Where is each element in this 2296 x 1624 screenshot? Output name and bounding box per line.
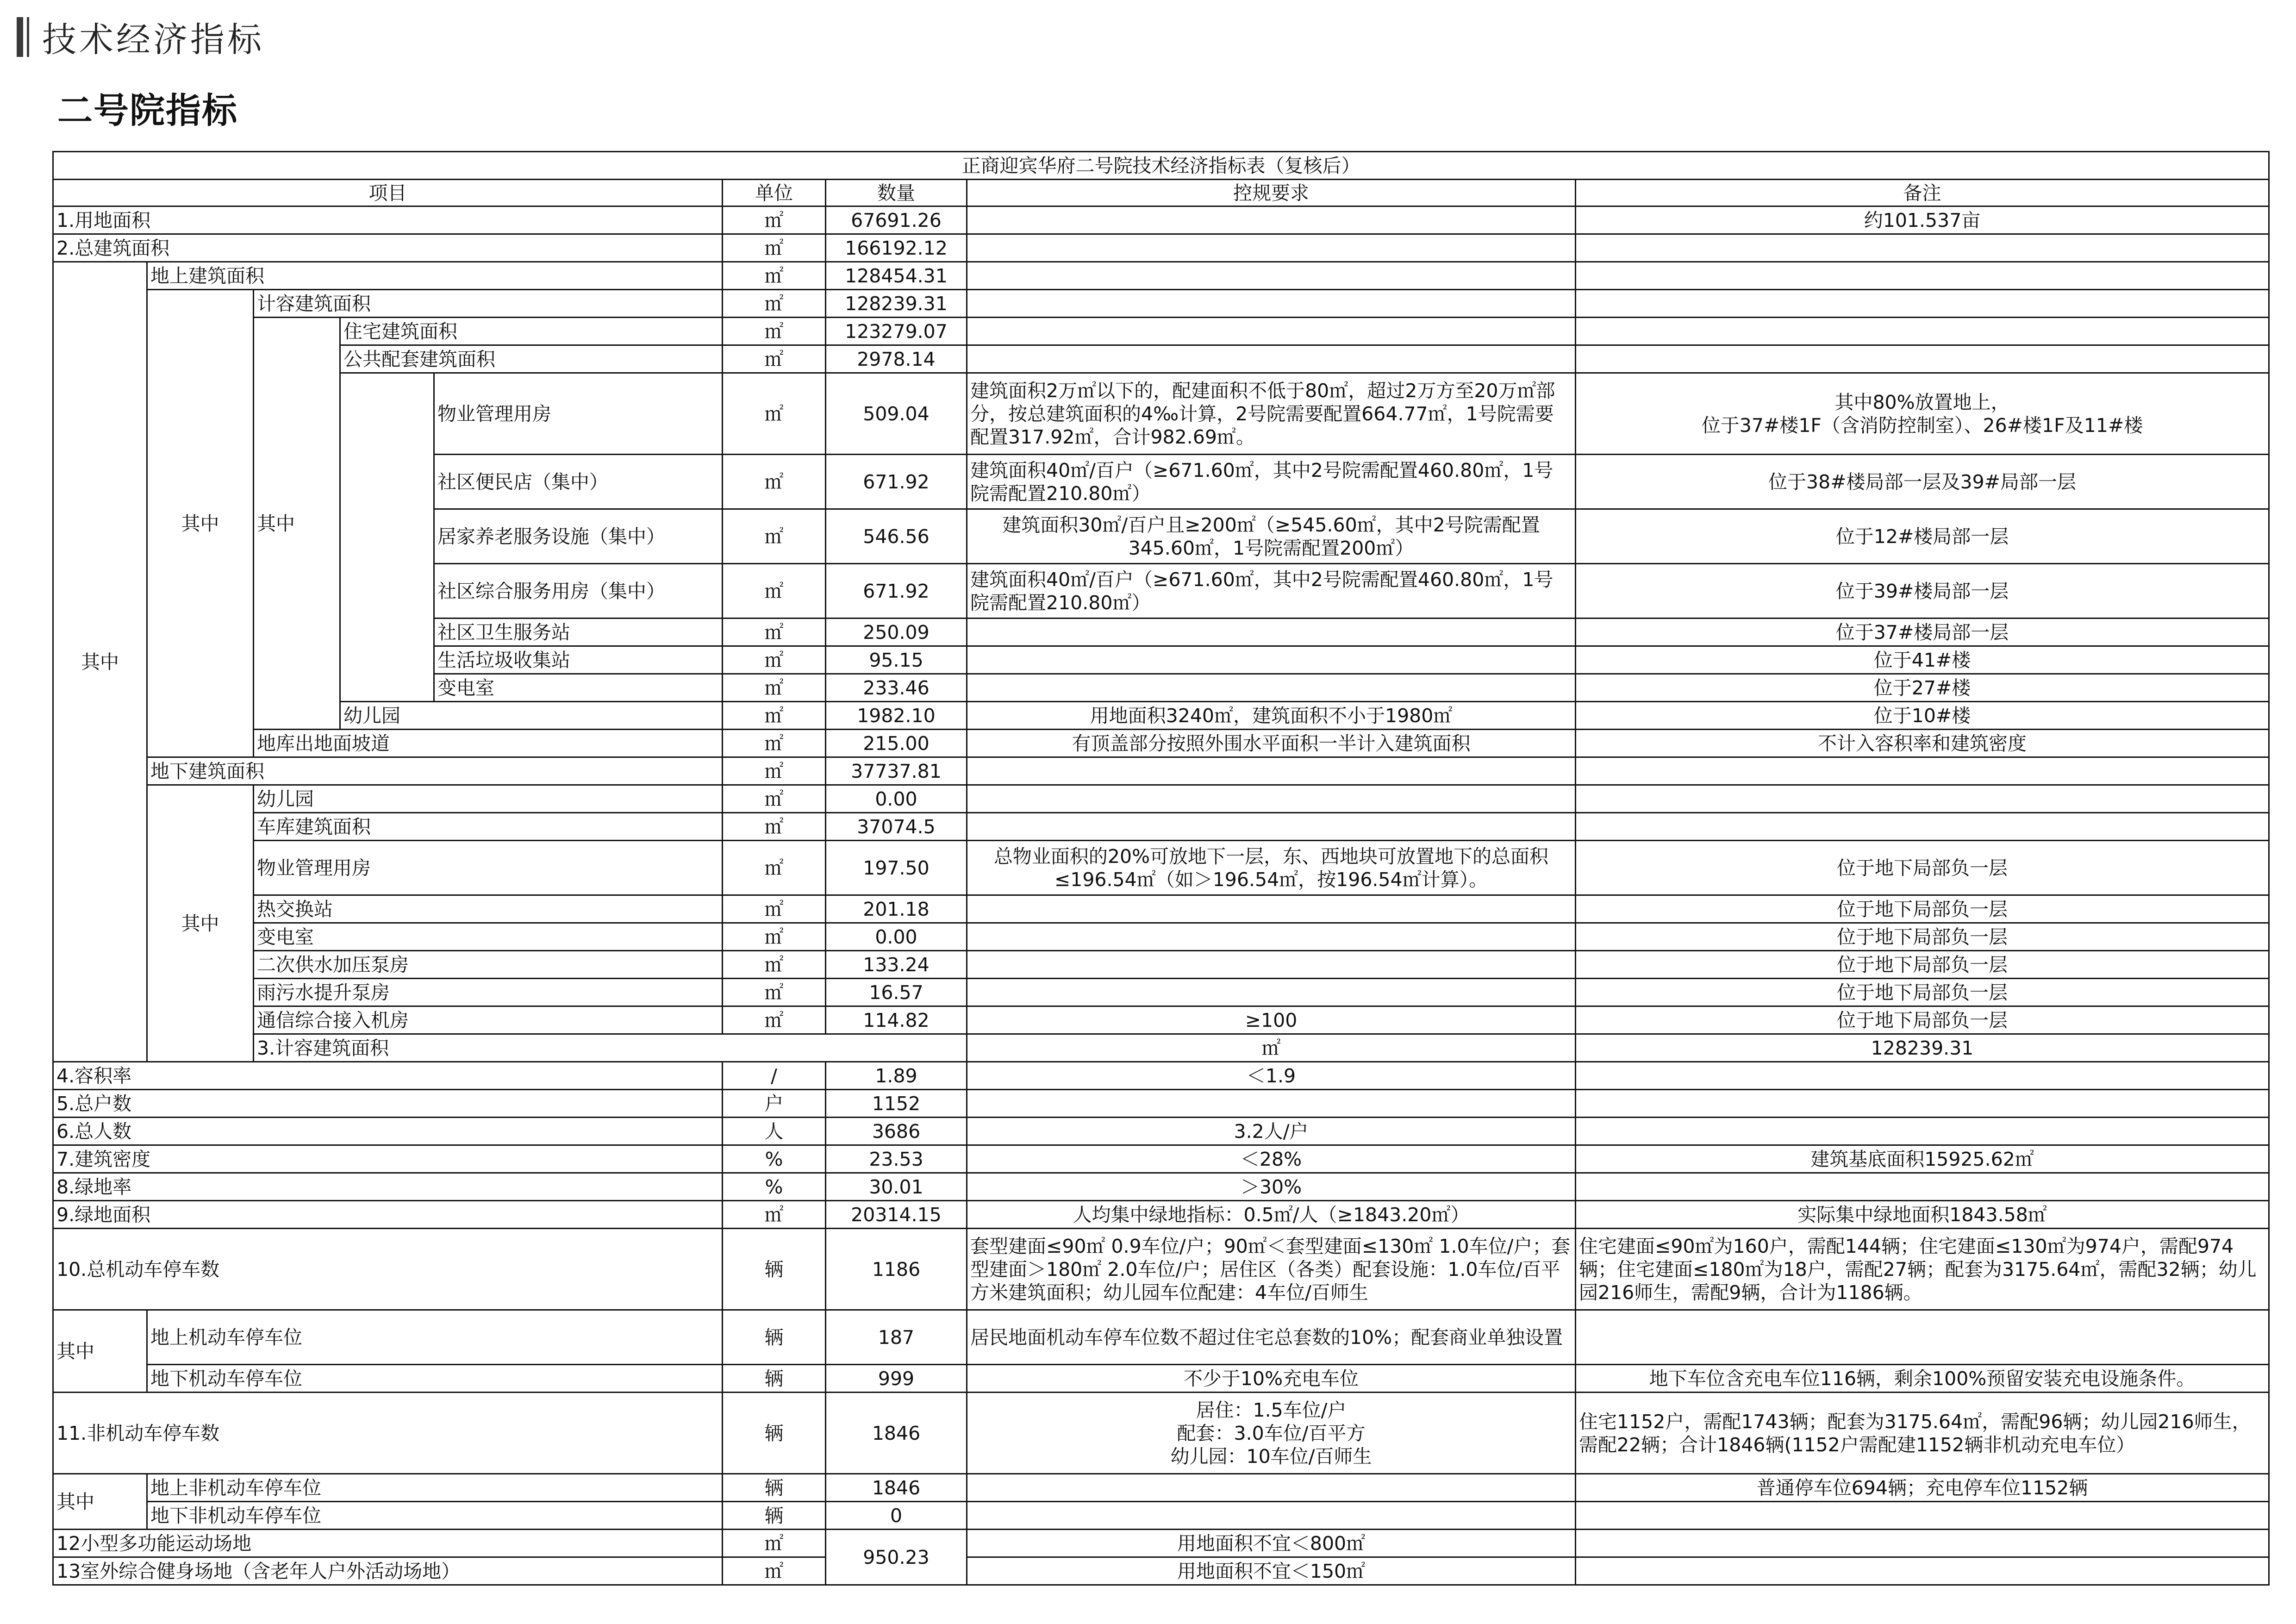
unit-cell: ㎡ [723, 262, 826, 290]
req-cell [967, 206, 1576, 234]
note-cell [1576, 234, 2269, 262]
item-cell: 3.计容建筑面积 [254, 1034, 967, 1062]
note-line: 位于37#楼1F（含消防控制室）、26#楼1F及11#楼 [1701, 414, 2143, 437]
req-cell [967, 785, 1576, 813]
unit-cell: % [723, 1145, 826, 1173]
req-cell [967, 290, 1576, 318]
col-header-note: 备注 [1576, 180, 2269, 206]
qty-cell: 95.15 [826, 646, 967, 674]
unit-cell: 户 [723, 1090, 826, 1118]
qty-cell: 128239.31 [1576, 1034, 2269, 1062]
section-title: 技术经济指标 [42, 20, 264, 60]
note-cell: 住宅1152户，需配1743辆；配套为3175.64㎡，需配96辆；幼儿园216师生，需配22辆；合计1846辆(1152户需配建1152辆非机动充电车位） [1576, 1393, 2269, 1474]
table-row [53, 1393, 2269, 1474]
note-cell [1576, 1502, 2269, 1530]
req-cell: 建筑面积30㎡/百户且≥200㎡（≥545.60㎡，其中2号院需配置345.60㎡，1号院需配置200㎡） [967, 509, 1576, 564]
note-cell: 位于地下局部负一层 [1576, 895, 2269, 923]
req-cell: 建筑面积40㎡/百户（≥671.60㎡，其中2号院需配置460.80㎡，1号院需配置210.80㎡） [967, 564, 1576, 618]
item-cell: 2.总建筑面积 [53, 234, 723, 262]
table-row [53, 785, 2269, 813]
table-row [53, 262, 2269, 290]
note-cell: 位于27#楼 [1576, 674, 2269, 702]
item-cell: 变电室 [434, 674, 723, 702]
qty-cell: 37737.81 [826, 757, 967, 785]
qty-cell: 20314.15 [826, 1201, 967, 1229]
table-row [53, 757, 2269, 785]
table-row [53, 979, 2269, 1006]
col-header-item: 项目 [53, 180, 723, 206]
note-cell: 普通停车位694辆；充电停车位1152辆 [1576, 1474, 2269, 1502]
note-cell: 位于地下局部负一层 [1576, 979, 2269, 1006]
table-row [53, 1006, 2269, 1034]
req-line: 配套：3.0车位/百平方 [1177, 1422, 1366, 1444]
unit-cell: / [723, 1062, 826, 1090]
note-cell: 约101.537亩 [1576, 206, 2269, 234]
item-cell: 生活垃圾收集站 [434, 646, 723, 674]
req-cell [967, 813, 1576, 841]
note-cell: 位于37#楼局部一层 [1576, 618, 2269, 646]
req-cell: ＞30% [967, 1173, 1576, 1201]
table-caption-row [53, 152, 2269, 180]
note-cell [1576, 1310, 2269, 1365]
note-cell [1576, 1090, 2269, 1118]
table-row [53, 1530, 2269, 1557]
qty-cell: 123279.07 [826, 318, 967, 345]
req-cell [967, 895, 1576, 923]
table-row [53, 1365, 2269, 1393]
qty-cell: 16.57 [826, 979, 967, 1006]
indent-cell [340, 373, 434, 702]
req-cell: ＜28% [967, 1145, 1576, 1173]
unit-cell: ㎡ [723, 290, 826, 318]
item-cell: 幼儿园 [340, 702, 723, 730]
item-cell: 4.容积率 [53, 1062, 723, 1090]
item-cell: 12小型多功能运动场地 [53, 1530, 723, 1557]
qty-cell: 233.46 [826, 674, 967, 702]
table-row [53, 318, 2269, 345]
unit-cell: 辆 [723, 1502, 826, 1530]
unit-cell: % [723, 1173, 826, 1201]
item-cell: 雨污水提升泵房 [254, 979, 723, 1006]
table-row [53, 1034, 2269, 1062]
req-cell [967, 979, 1576, 1006]
qty-cell: 187 [826, 1310, 967, 1365]
table-row [53, 373, 2269, 455]
unit-cell: ㎡ [723, 895, 826, 923]
item-cell: 物业管理用房 [254, 841, 723, 895]
req-cell: 居民地面机动车停车位数不超过住宅总套数的10%；配套商业单独设置 [967, 1310, 1576, 1365]
unit-cell: 辆 [723, 1474, 826, 1502]
req-cell: 3.2人/户 [967, 1118, 1576, 1145]
table-row [53, 813, 2269, 841]
unit-cell: ㎡ [723, 757, 826, 785]
indicator-table [52, 151, 2270, 1586]
req-cell: 建筑面积40㎡/百户（≥671.60㎡，其中2号院需配置460.80㎡，1号院需配置210.80㎡） [967, 455, 1576, 509]
qty-cell: 30.01 [826, 1173, 967, 1201]
group-label-underground: 其中 [147, 785, 254, 1062]
qty-cell: 1.89 [826, 1062, 967, 1090]
req-cell: 用地面积不宜＜150㎡ [967, 1557, 1576, 1585]
table-caption: 正商迎宾华府二号院技术经济指标表（复核后） [53, 152, 2269, 180]
unit-cell: 辆 [723, 1229, 826, 1310]
qty-cell: 215.00 [826, 730, 967, 757]
qty-cell: 201.18 [826, 895, 967, 923]
req-cell [967, 234, 1576, 262]
note-cell: 不计入容积率和建筑密度 [1576, 730, 2269, 757]
item-cell: 13室外综合健身场地（含老年人户外活动场地） [53, 1557, 723, 1585]
item-cell: 地下机动车停车位 [147, 1365, 723, 1393]
unit-cell: 人 [723, 1118, 826, 1145]
item-cell: 9.绿地面积 [53, 1201, 723, 1229]
unit-cell: ㎡ [723, 345, 826, 373]
table-header-row [53, 180, 2269, 206]
col-header-unit: 单位 [723, 180, 826, 206]
unit-cell: ㎡ [723, 1530, 826, 1557]
group-label-parking: 其中 [53, 1310, 147, 1393]
note-cell [1576, 1062, 2269, 1090]
table-row [53, 923, 2269, 951]
table-row [53, 702, 2269, 730]
req-cell [967, 674, 1576, 702]
table-row [53, 1557, 2269, 1585]
item-cell: 热交换站 [254, 895, 723, 923]
note-cell [1576, 1530, 2269, 1557]
req-cell: 建筑面积2万㎡以下的，配建面积不低于80㎡，超过2万方至20万㎡部分，按总建筑面积的4‰计算，2号院需要配置664.77㎡，1号院需要配置317.92㎡，合计982.69㎡。 [967, 373, 1576, 455]
item-cell: 计容建筑面积 [254, 290, 723, 318]
item-cell: 地上建筑面积 [147, 262, 723, 290]
unit-cell: ㎡ [723, 1557, 826, 1585]
table-row [53, 1229, 2269, 1310]
qty-cell: 999 [826, 1365, 967, 1393]
unit-cell: 辆 [723, 1393, 826, 1474]
unit-cell: 辆 [723, 1365, 826, 1393]
table-row [53, 1118, 2269, 1145]
req-cell [967, 646, 1576, 674]
item-cell: 1.用地面积 [53, 206, 723, 234]
note-cell [1576, 373, 2269, 455]
note-cell [1576, 757, 2269, 785]
qty-cell: 133.24 [826, 951, 967, 979]
header-bar-icon [17, 17, 23, 57]
req-cell: 用地面积不宜＜800㎡ [967, 1530, 1576, 1557]
header-bar-thin-icon [27, 17, 29, 57]
unit-cell: ㎡ [723, 951, 826, 979]
req-cell [967, 757, 1576, 785]
req-cell [967, 951, 1576, 979]
table-row [53, 1474, 2269, 1502]
unit-cell: ㎡ [723, 455, 826, 509]
item-cell: 住宅建筑面积 [340, 318, 723, 345]
unit-cell: ㎡ [723, 702, 826, 730]
note-cell [1576, 345, 2269, 373]
item-cell: 5.总户数 [53, 1090, 723, 1118]
qty-cell: 1152 [826, 1090, 967, 1118]
req-cell: ＜1.9 [967, 1062, 1576, 1090]
note-cell: 位于38#楼局部一层及39#局部一层 [1576, 455, 2269, 509]
item-cell: 社区卫生服务站 [434, 618, 723, 646]
req-cell [967, 618, 1576, 646]
note-cell: 位于41#楼 [1576, 646, 2269, 674]
table-row [53, 1201, 2269, 1229]
note-cell: 位于地下局部负一层 [1576, 1006, 2269, 1034]
qty-cell: 1846 [826, 1474, 967, 1502]
item-cell: 地下建筑面积 [147, 757, 723, 785]
qty-cell: 546.56 [826, 509, 967, 564]
item-cell: 公共配套建筑面积 [340, 345, 723, 373]
unit-cell: ㎡ [723, 813, 826, 841]
req-line: 居住：1.5车位/户 [1196, 1399, 1347, 1421]
req-cell: 用地面积3240㎡，建筑面积不小于1980㎡ [967, 702, 1576, 730]
qty-cell: 671.92 [826, 564, 967, 618]
item-cell: 8.绿地率 [53, 1173, 723, 1201]
item-cell: 物业管理用房 [434, 373, 723, 455]
qty-cell: 23.53 [826, 1145, 967, 1173]
group-label-aboveground: 其中 [147, 290, 254, 757]
unit-cell: ㎡ [723, 674, 826, 702]
qty-cell: 1846 [826, 1393, 967, 1474]
qty-cell: 114.82 [826, 1006, 967, 1034]
req-cell: 人均集中绿地指标：0.5㎡/人（≥1843.20㎡） [967, 1201, 1576, 1229]
req-cell: ≥100 [967, 1006, 1576, 1034]
item-cell: 二次供水加压泵房 [254, 951, 723, 979]
qty-cell: 0.00 [826, 923, 967, 951]
qty-cell: 1982.10 [826, 702, 967, 730]
unit-cell: ㎡ [723, 564, 826, 618]
col-header-req: 控规要求 [967, 180, 1576, 206]
unit-cell: ㎡ [723, 1201, 826, 1229]
req-cell [967, 1090, 1576, 1118]
note-cell: 位于地下局部负一层 [1576, 951, 2269, 979]
unit-cell: ㎡ [723, 318, 826, 345]
item-cell: 地上机动车停车位 [147, 1310, 723, 1365]
req-cell: 有顶盖部分按照外围水平面积一半计入建筑面积 [967, 730, 1576, 757]
item-cell: 车库建筑面积 [254, 813, 723, 841]
qty-cell: 509.04 [826, 373, 967, 455]
item-cell: 通信综合接入机房 [254, 1006, 723, 1034]
qty-cell: 3686 [826, 1118, 967, 1145]
group-label-main: 其中 [53, 262, 147, 1062]
unit-cell: ㎡ [723, 618, 826, 646]
unit-cell: ㎡ [723, 509, 826, 564]
unit-cell: ㎡ [723, 1006, 826, 1034]
qty-cell: 128454.31 [826, 262, 967, 290]
table-row [53, 951, 2269, 979]
qty-cell: 0.00 [826, 785, 967, 813]
table-row [53, 206, 2269, 234]
unit-cell: ㎡ [723, 730, 826, 757]
item-cell: 6.总人数 [53, 1118, 723, 1145]
note-cell [1576, 1557, 2269, 1585]
note-cell: 实际集中绿地面积1843.58㎡ [1576, 1201, 2269, 1229]
table-row [53, 290, 2269, 318]
note-cell [1576, 813, 2269, 841]
table-row [53, 1062, 2269, 1090]
table-row [53, 730, 2269, 757]
note-cell [1576, 1173, 2269, 1201]
item-cell: 社区综合服务用房（集中） [434, 564, 723, 618]
req-cell [967, 1393, 1576, 1474]
qty-cell: 250.09 [826, 618, 967, 646]
table-row [53, 345, 2269, 373]
qty-cell: 128239.31 [826, 290, 967, 318]
req-cell [967, 923, 1576, 951]
unit-cell: ㎡ [723, 841, 826, 895]
note-cell: 位于12#楼局部一层 [1576, 509, 2269, 564]
qty-cell: 166192.12 [826, 234, 967, 262]
table-row [53, 1310, 2269, 1365]
note-cell: 位于39#楼局部一层 [1576, 564, 2269, 618]
item-cell: 幼儿园 [254, 785, 723, 813]
req-cell: 总物业面积的20%可放地下一层，东、西地块可放置地下的总面积≤196.54㎡（如＞196.54㎡，按196.54㎡计算）。 [967, 841, 1576, 895]
note-cell [1576, 785, 2269, 813]
table-row [53, 1502, 2269, 1530]
note-cell: 位于地下局部负一层 [1576, 841, 2269, 895]
req-line: 幼儿园：10车位/百师生 [1170, 1445, 1372, 1468]
table-row [53, 1090, 2269, 1118]
page-subtitle: 二号院指标 [57, 90, 238, 131]
note-cell [1576, 290, 2269, 318]
req-cell: 不少于10%充电车位 [967, 1365, 1576, 1393]
unit-cell: ㎡ [723, 234, 826, 262]
qty-cell: 197.50 [826, 841, 967, 895]
unit-cell: ㎡ [723, 646, 826, 674]
item-cell: 地上非机动车停车位 [147, 1474, 723, 1502]
note-cell: 地下车位含充电车位116辆，剩余100%预留安装充电设施条件。 [1576, 1365, 2269, 1393]
note-cell [1576, 318, 2269, 345]
item-cell: 地下非机动车停车位 [147, 1502, 723, 1530]
note-cell: 住宅建面≤90㎡为160户，需配144辆；住宅建面≤130㎡为974户，需配974辆；住宅建面≤180㎡为18户，需配27辆；配套为3175.64㎡，需配32辆；幼儿园216师生，需配9辆，合计为1186辆。 [1576, 1229, 2269, 1310]
item-cell: 变电室 [254, 923, 723, 951]
table-row [53, 234, 2269, 262]
item-cell: 10.总机动车停车数 [53, 1229, 723, 1310]
unit-cell: ㎡ [723, 373, 826, 455]
note-cell: 位于10#楼 [1576, 702, 2269, 730]
item-cell: 7.建筑密度 [53, 1145, 723, 1173]
item-cell: 地库出地面坡道 [254, 730, 723, 757]
section-header [17, 14, 264, 60]
req-cell [967, 1502, 1576, 1530]
qty-cell: 950.23 [826, 1530, 967, 1585]
qty-cell: 37074.5 [826, 813, 967, 841]
table-row [53, 895, 2269, 923]
group-label-gfa: 其中 [254, 318, 340, 730]
qty-cell: 1186 [826, 1229, 967, 1310]
item-cell: 社区便民店（集中） [434, 455, 723, 509]
table-row [53, 841, 2269, 895]
table-row [53, 1145, 2269, 1173]
note-line: 其中80%放置地上， [1834, 391, 2010, 413]
req-cell [967, 345, 1576, 373]
note-cell: 位于地下局部负一层 [1576, 923, 2269, 951]
req-cell [967, 318, 1576, 345]
req-cell [967, 262, 1576, 290]
unit-cell: ㎡ [723, 923, 826, 951]
qty-cell: 2978.14 [826, 345, 967, 373]
qty-cell: 0 [826, 1502, 967, 1530]
qty-cell: 67691.26 [826, 206, 967, 234]
unit-cell: ㎡ [723, 979, 826, 1006]
note-cell [1576, 262, 2269, 290]
unit-cell: ㎡ [723, 785, 826, 813]
col-header-qty: 数量 [826, 180, 967, 206]
unit-cell: ㎡ [967, 1034, 1576, 1062]
note-cell: 建筑基底面积15925.62㎡ [1576, 1145, 2269, 1173]
req-cell: 套型建面≤90㎡ 0.9车位/户；90㎡＜套型建面≤130㎡ 1.0车位/户；套型建面＞180㎡ 2.0车位/户；居住区（各类）配套设施：1.0车位/百平方米建筑面积；幼儿园车位配建：4车位/百师生 [967, 1229, 1576, 1310]
group-label-bike: 其中 [53, 1474, 147, 1530]
unit-cell: ㎡ [723, 206, 826, 234]
item-cell: 居家养老服务设施（集中） [434, 509, 723, 564]
table-row [53, 1173, 2269, 1201]
item-cell: 11.非机动车停车数 [53, 1393, 723, 1474]
unit-cell: 辆 [723, 1310, 826, 1365]
req-cell [967, 1474, 1576, 1502]
note-cell [1576, 1118, 2269, 1145]
qty-cell: 671.92 [826, 455, 967, 509]
